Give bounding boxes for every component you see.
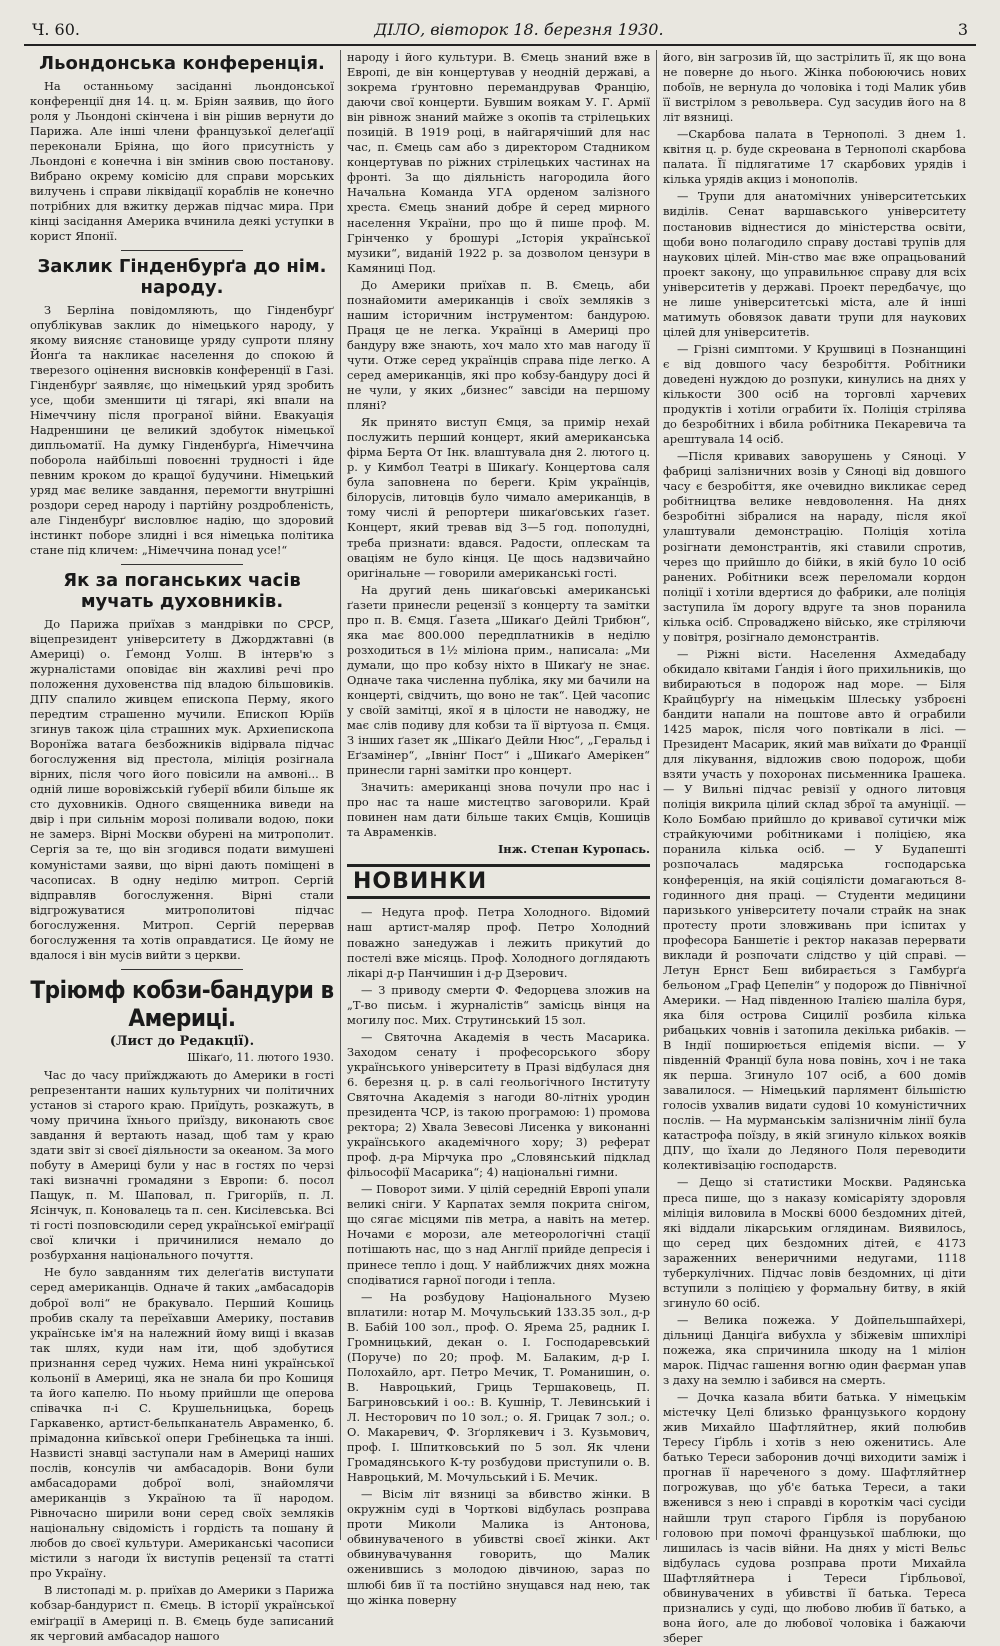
- article-text: До Америки приїхав п. В. Ємець, аби познайомити американців і своїх земляків з нашим історичним інструментом: бандурою. Праця це не легка. Українці в Америці про бандуру вже знають, хоч мало хто мав нагоду її чути. Отже серед українців справа піде легко. А серед американців, які про кобзу-бандуру досі й не чули, у яких „бизнес“ завсіди на першому пляні?: [347, 277, 650, 413]
- divider: [121, 250, 243, 251]
- news-item: —Скарбова палата в Тернополі. З днем 1. квітня ц. р. буде скреована в Тернополі скарбова палата. Її підлягатиме 17 скарбових урядів і кілька урядів акциз і монополів.: [663, 127, 966, 187]
- article-title-clergy: Як за поганських часів мучать духовників.: [63, 570, 301, 613]
- news-item: його, він загрозив їй, що застрілить її, як що вона не поверне до нього. Жінка побоюючись нових побоїв, не вернула до чоловіка і тоді Малик убив її вистрілом з револьвера. Суд засудив його на 8 літ вязниці.: [663, 50, 966, 125]
- article-title-bandura: Тріюмф кобзи-бандури в Америці.: [30, 975, 334, 1032]
- issue-number: Ч. 60.: [32, 20, 80, 39]
- article-text: народу і його культури. В. Ємець знаний вже в Европі, де він концертував у неодній державі, а зокрема ґрунтовно перемандрував Францію, даючи свої концерти. Бувшим воякам У. Г. Армії він рівнож знаний майже з окопів та стрілецьких позицій. В 1919 році, в найгарячіший для нас час, п. Ємець сам або з директором Стадником концертував по ріжних стрілецьких частинах на фронті. За що діяльність нагородила його Начальна Команда УГА орденом залізного хреста. Ємець знаний добре й серед мирного населення України, про що й пише проф. М. Грінченко у брошурі „Історія української музики“, виданій 1922 р. за дозволом цензури в Камяниці Под.: [347, 50, 650, 275]
- news-item: — Вісім літ вязниці за вбивство жінки. В окружнім суді в Чорткові відбулась розправа проти Миколи Малика із Антонова, обвинуваченого в убивстві своєї жінки. Акт обвинувачування говорить, що Малик оженившись з молодою дівчиною, зараз по шлюбі бив її та постійно знущався над нею, так що жінка поверну: [347, 1487, 650, 1607]
- article-title-hindenburg: Заклик Гінденбурґа до нім. народу.: [37, 256, 327, 298]
- section-heading-news: НОВИНКИ: [347, 864, 650, 899]
- article-text: Час до часу приїжджають до Америки в гості репрезентанти наших культурних чи політичних установ зі старого краю. Приїдуть, розкажуть, в чому причина їхнього приїзду, виконають своє завдання й вертають назад, щоб там у краю здати звіт зі своєї діяльности за океаном. За мого побуту в Америці були у нас в гостях по черзі такі визначні громадяни з Европи: б. посол Пащук, п. М. Шаповал, п. Григоріїв, п. Л. Ясінчук, п. Коновалець та п. сен. Кисілевська. Всі ті гості позповсюдили серед української еміґрації свої клички і причинилися немало до розбурхання національного почуття.: [30, 1067, 334, 1263]
- news-item: — На розбудову Національного Музею вплатили: нотар М. Мочульський 133.35 зол., д-р В. Бабій 100 зол., проф. О. Ярема 25, радник І. Громницький, декан о. І. Господаревський (Поруче) по 20; проф. М. Балаким, д-р І. Полохайло, арт. Петро Мечик, Т. Романишин, о. В. Навроцький, Гриць Тершаковець, П. Багриновський і оо.: В. Кушнір, Т. Левинський і Л. Несторович по 10 зол.; о. Я. Грицак 7 зол.; о. О. Макаревич, Ф. Зґорлякевич і З. Кузьмович, проф. І. Шпитковський по 5 зол. Як члени Громадянського К-ту розбудови приступили о. В. Навроцький, М. Мочульський і Б. Мечик.: [347, 1289, 650, 1485]
- article-subtitle: (Лист до Редакції).: [109, 1033, 255, 1049]
- article-text: На другий день шикаґовські американські ґазети принесли рецензії з концерту та замітки про п. В. Ємця. Ґазета „Шикаґо Дейлі Трибюн“, яка має 800.000 передплатників в неділю розходиться в 1½ міліона прим., написала: „Ми думали, що про кобзу ніхто в Шикаґу не знає. Одначе така численна публіка, яку ми бачили на концерті, свідчить, що воно не так“. Цей часопис у своїй замітці, якої я в цілости не наводжу, не має слів подиву для кобзи та її віртуоза п. Ємця. З інших ґазет як „Шікаґо Дейли Нюс“, „Геральд і Еґзамінер“, „Івнінґ Пост“ і „Шикаґо Амерікен“ принесли гарні замітки про концерт.: [347, 582, 650, 778]
- page-number: 3: [957, 20, 968, 39]
- divider: [121, 969, 243, 970]
- column-3: [656, 50, 972, 1645]
- divider: [121, 564, 243, 565]
- column-1: [24, 50, 340, 1643]
- news-item: — Дочка казала вбити батька. У німецькім містечку Целі близько французького кордону жив Михайло Шафтляйтнер, який полюбив Тересу Ґірбль і хотів з нею оженитись. Але батько Тереси заборонив дочці виходити заміж і прогнав її нареченого з дому. Шафтляйтнер погрожував, що уб'є батька Тереси, а таки вженився з нею і справді в короткім часі сусіди найшли труп старого Ґірбля із порубаною головою при помочі французької шаблюки, що лишилась із часів війни. На днях у місті Вельс відбулась судова розправа проти Михайла Шафтляйтнера і Тереси Ґірбльової, обвинувачених в убивстві її батька. Тереса признались у суді, що любово любив її батько, а вона його, але до любової чоловіка і бажаючи зберег: [663, 1390, 966, 1645]
- news-item: — Трупи для анатомічних університетських виділів. Сенат варшавського університету постановив віднестися до міністерства освіти, щоби воно полагодило справу доставі трупів для наукових цілей. Мін-ство має вже опрацьований проект закону, що управильнює справу для всіх університетів у державі. Проект передбачує, що не лише університетські міста, але й інші матимуть обовязок давати трупи для наукових цілей для університетів.: [663, 189, 966, 339]
- article-text: В листопаді м. р. приїхав до Америки з Парижа кобзар-бандурист п. Ємець. В історії української еміґрації в Америці п. В. Ємець буде записаний як черговий амбасадор нашого: [30, 1583, 334, 1643]
- dateline: Шікаґо, 11. лютого 1930.: [187, 1050, 334, 1064]
- news-item: —Після кривавих заворушень у Сяноці. У фабриці залізничних возів у Сяноці від довшого часу є безробіття, яке очевидно викликає серед робітництва велике невдоволення. На днях безробітні зібралися на нараду, після якої улаштували демонстрацію. Поліція хотіла розігнати демонстрантів, які ставили спротив, через що прийшло до бійки, в якій було 10 осіб ранених. Робітники всеж переломали кордон поліції і хотіли вдертися до фабрики, але поліція заступила їм дорогу вдруге та знов поранила кілька осіб. Спроваджено військо, яке стріляючи у повітря, розігнало демонстрантів.: [663, 449, 966, 644]
- author-signature: Інж. Степан Куропась.: [497, 842, 650, 857]
- newspaper-title-date: ДІЛО, вівторок 18. березня 1930.: [374, 20, 664, 39]
- news-item: — Велика пожежа. У Дойпельшпайхері, дільниці Данціґа вибухла у збіжевім шпихлірі пожежа, яка спричинила шкоду на 1 міліон марок. Підчас гашення вогню один фаєрман упав з даху на землю і забився на смерть.: [663, 1312, 966, 1388]
- column-2: [340, 50, 656, 1607]
- article-text: З Берліна повідомляють, що Гінденбурґ опублікував заклик до німецького народу, у якому виясняє становище уряду супроти пляну Йонґа та накликає населення до спокою й тверезого оцінення висновків конференції в Газі. Гінденбурґ заявляє, що німецький уряд зробить усе, щоби зменшити ці тягарі, які впали на Німеччину після програної війни. Евакуація Надреншини це великий здобуток німецької дипльоматії. На думку Гінденбурґа, Німеччина поборола найбільші повоєнні трудності і йде певним кроком до кращої будучини. Німецький уряд має велике завдання, перемогти внутрішні роздори серед народу і партійну роздробленість, але Гінденбурґ висловлює надію, що здоровий інстинкт поборе злидні і вся німецька політика стане під кличем: „Німеччина понад усе!“: [30, 302, 334, 558]
- article-title-london: Льондонська конференція.: [39, 53, 325, 74]
- news-item: — Святочна Академія в честь Масарика. Заходом сенату і професорського збору українського університету в Празі відбулася дня 6. березня ц. р. в салі геольогічного Інституту Святочна Академія з нагоди 80-літніх уродин президента ЧСР, із такою програмою: 1) промова ректора; 2) Хвала Зевесові Лисенка у виконанні українського академічного хору; 3) реферат проф. д-ра Мірчука про „Словянський підклад фільософії Масарика“; 4) національні гимни.: [347, 1029, 650, 1180]
- article-text: Як принято виступ Ємця, за примір нехай послужить перший концерт, який американська фірма Берта От Інк. влаштувала дня 2. лютого ц. р. у Кимбол Театрі в Шикаґу. Концертова саля була заповнена по береги. Крім українців, білорусів, литовців було чимало американців, в тому числі й репортери шикаґовських ґазет. Концерт, який тревав від 3—5 год. пополудні, треба признати: вдався. Радости, оплескам та оваціям не було кінця. Це щось надзвичайно оригінальне — говорили американські гості.: [347, 415, 650, 580]
- article-text: До Парижа приїхав з мандрівки по СРСР, віцепрезидент університету в Джорджтавні (в Америці) о. Ґемонд Уолш. В інтерв'ю з журналістами оповідає він жахливі речі про положення духовенства під владою більшовиків. ДПУ спалило живцем епископа Перму, якого передтим страшенно мучили. Епископ Юріїв згинув також ціла страшних мук. Архиепископа Воронїжа ватага безбожників відірвала підчас богослуження від престола, міліція розігнала вірних, після чого його повісили на амвоні... В одній лише воровіжській ґуберії вбили більше як сто духовників. Одного священника виведи на двір і при сильнім морозі поливали водою, поки не замерз. Вірні Москви обурені на митрополит. Сергія за те, що він згодився подати вимушені комуністами заяви, що вірні дають поміщені в часописах. В одну неділю митроп. Сергій відправляв богослуження. Вірні стали відгрожуватися митрополитові підчас богослуження. Митроп. Сергій перервав богослуження та хотів оправдатися. Це йому не вдалося і він мусів вийти з церкви.: [30, 616, 334, 962]
- article-text: На останньому засіданні льондонської конференції дня 14. ц. м. Бріян заявив, що його роля у Льондоні скінчена і він рішив вернути до Парижа. Але інші члени французької делеґації переконали Бріяна, що його присутність у Льондоні є конечна і він змінив свою постанову. Вибрано окрему комісію для справи морських вилучень і справи ліквідації кораблів не конечно потрібних для вжитку держав підчас мира. При кінці засідання Америка вчинила деякі уступки в корист Японії.: [30, 78, 334, 244]
- news-item: — З приводу смерти Ф. Федорцева зложив на „Т-во письм. і журналістів“ замісць вінця на могилу пос. Мих. Струтинський 15 зол.: [347, 982, 650, 1027]
- columns: [24, 50, 976, 1645]
- news-item: — Дещо зі статистики Москви. Радянська преса пише, що з наказу комісаріяту здоровля міліція виловила в Москві 6000 бездомних дітей, які віддали лікарським оглядинам. Виявилось, що серед цих бездомних дітей, є 4173 зараженних венеричними недугами, 1118 туберкулічних. Підчас ловів бездомних, ці діти вступили з поліцією у формальну битву, в якій згинуло 60 осіб.: [663, 1175, 966, 1310]
- news-item: — Поворот зими. У цілій середній Европі упали великі сніги. У Карпатах земля покрита снігом, що сягає місцями пів метра, а навіть на метер. Ночами є морози, але метеорологічні стації потішають нас, що з над Англії прийде депресія і принесе тепло і дощ. У найближчих днях можна сподіватися гарної погоди і тепла.: [347, 1182, 650, 1287]
- news-item: — Грізні симптоми. У Крушвиці в Познанщині є від довшого часу безробіття. Робітники доведені нуждою до розпуки, кинулись на днях у кількости 300 осіб на торговлі харчевих продуктів і хотіли ограбити їх. Поліція стрілява до безробітних і вбила робітника Пекаревича та арештувала 14 осіб.: [663, 341, 966, 447]
- article-text: Не було завданням тих делеґатів виступати серед американців. Одначе й таких „амбасадорів доброї волі“ не бракувало. Перший Кошиць пробив скалу та переїхавши Америку, поставив українське ім'я на належний йому вищі і вказав так шлях, куди нам іти, щоб здобутися признання серед чужих. Нема нині української кольонії в Америці, яка не знала би про Кошиця та його капелю. По ньому прийшли ще оперова співачка п-і С. Крушельницька, борець Гаркавенко, артист-бельпканатель Авраменко, б. прімадонна київської опери Гребінецька та інші. Назвисті знавці заступали нам в Америці наших послів, консулів чи амбасадорів. Вони були амбасадорами доброї волі, знайомлячи американців з Україною та її народом. Рівночасно ширили вони серед своїх земляків національну свідомість і гордість та пошану й любов до своєї культури. Американські часописи містили з нагоди їх виступів рецензії та статті про Україну.: [30, 1265, 334, 1581]
- masthead: [24, 20, 976, 46]
- news-item: — Ріжні вісти. Населення Ахмедабаду обкидало квітами Ґандія і його прихильників, що вибираються в подорож над море. — Біля Крайцбурґу на німецькім Шлеську узброєні бандити напали на поштове авто й ограбили 1425 марок, після чого повтікали в лісі. — Президент Масарик, який мав виїхати до Франції для лікування, відложив свою подорож, щоби взяти участь у похоронах письменника Ірашека. — У Вильні підчас ревізії у одного литовця поліція викрила цілий склад зброї та амуніції. — Коло Бомбаю прийшло до кривавої сутички між страйкуючими робітниками і поліцією, яка поранила кілька осіб. — У Будапешті розпочалась мадярська господарська конференція, на якій соціялісти домагаються 8-годинного дня праці. — Студенти медицини паризького університету почали страйк на знак протесту проти зловживань при іспитах у професора Баншетіє і ректор наказав перервати виклади й розпочати слідство у цій справі. — Летун Ернст Беш вибирається з Гамбурґа бельоном „Граф Цепелін“ у подорож до Північної Америки. — Над південною Італією шаліла буря, яка біля острова Сицилії розбила кілька рибацьких човнів і затопила декілька рибаків. — В Індії поширюється епідемія віспи. — У південній Франції була нова повінь, хоч і не така як перша. Згинуло 107 осіб, а 600 домів завалилося. — Німецький парлямент більшістю голосів ухвалив видати судові 10 комуністичних послів. — На мурманськім залізничнім лінії була катастрофа поїзду, в якій згинуло кількох вояків ДПУ, що їхали до Ледяного Поля переводити колективізацію господарств.: [663, 646, 966, 1173]
- news-item: — Недуга проф. Петра Холодного. Відомий наш артист-маляр проф. Петро Холодний поважно занедужав і лежить прикутий до постелі вже місяць. Проф. Холодного доглядають лікарі д-р Панчишин і д-р Дзерович.: [347, 905, 650, 980]
- article-text: Значить: американці знова почули про нас і про нас та наше мистецтво заговорили. Край повинен нам дати більше таких Ємців, Кошиців та Авраменків.: [347, 780, 650, 840]
